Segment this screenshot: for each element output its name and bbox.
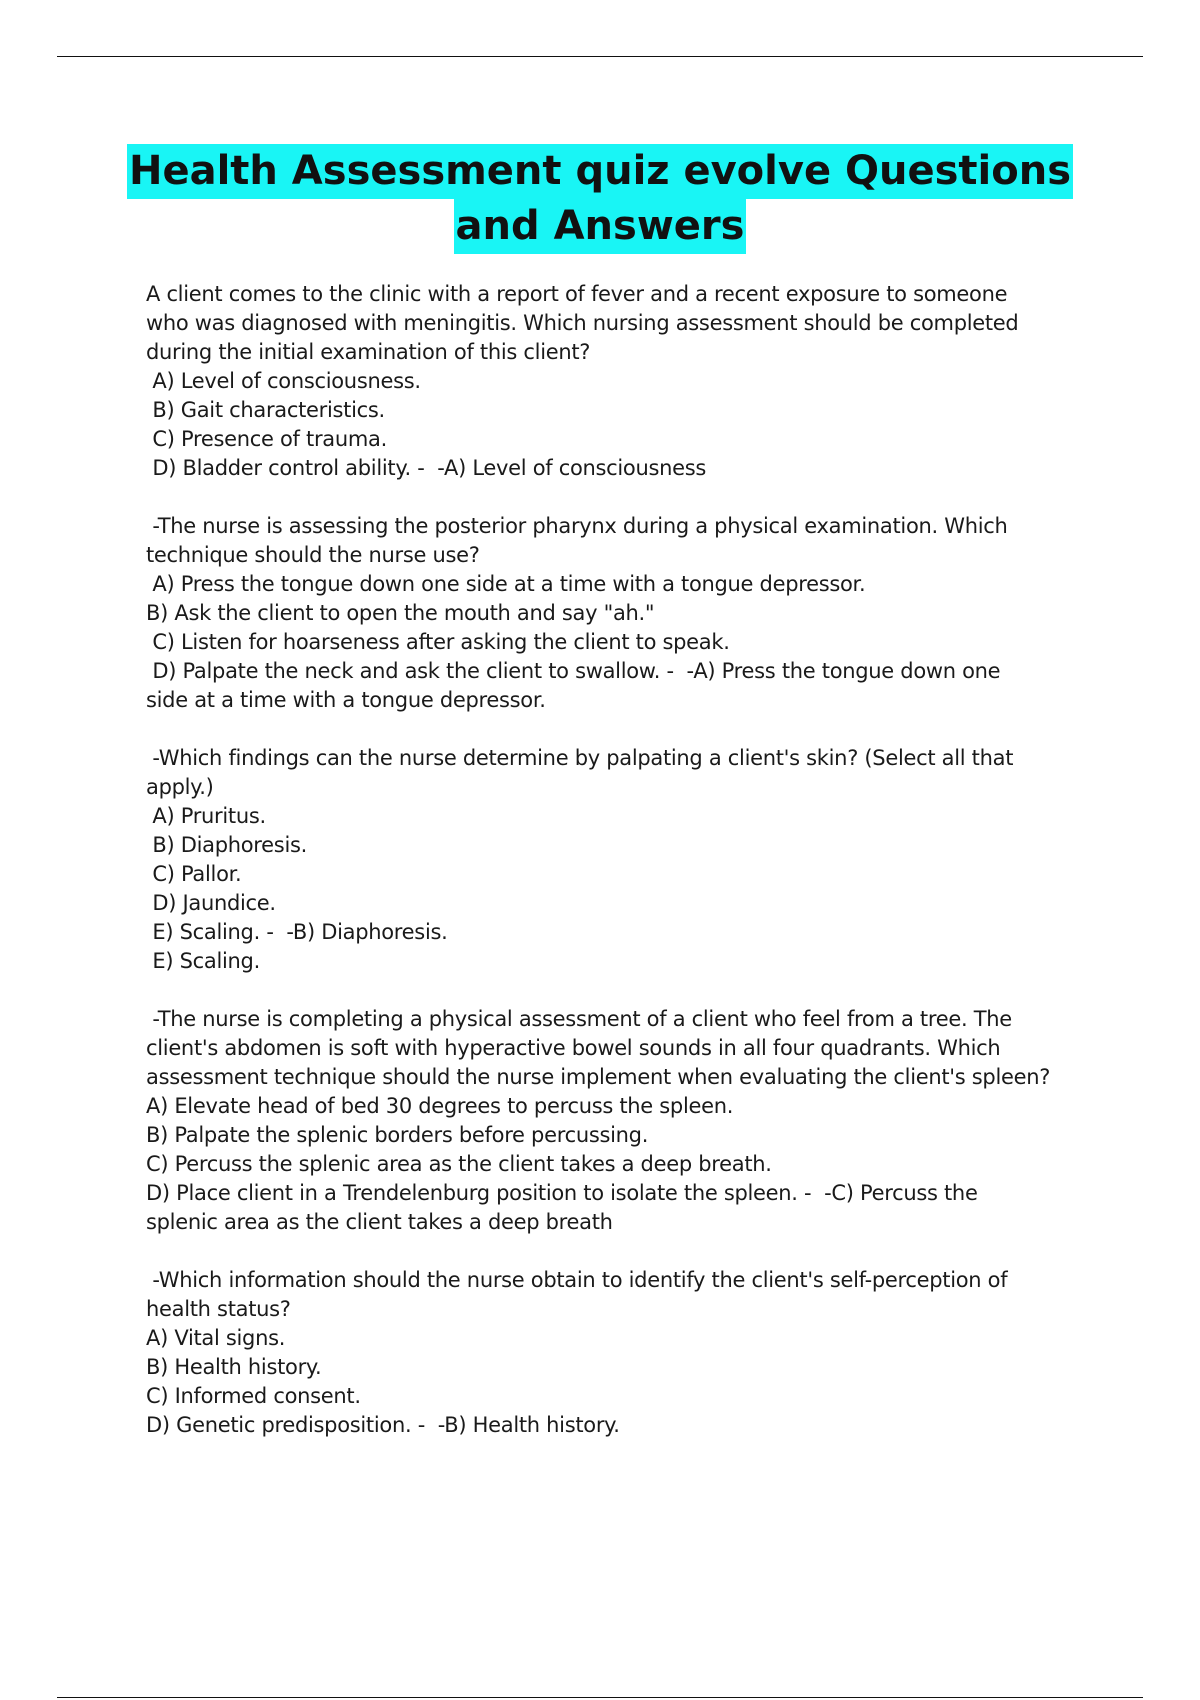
answer-option: D) Genetic predisposition. - -B) Health history. [146,1413,620,1437]
question-text: -The nurse is completing a physical assessment of a client who feel from a tree. The [146,1007,1012,1031]
answer-option: B) Gait characteristics. [146,398,385,422]
title-line-2: and Answers [454,199,747,254]
question-text: assessment technique should the nurse implement when evaluating the client's spleen? [146,1065,1051,1089]
top-rule [57,56,1143,57]
answer-option: C) Percuss the splenic area as the client takes a deep breath. [146,1152,772,1176]
question-text: client's abdomen is soft with hyperactive bowel sounds in all four quadrants. Which [146,1036,1001,1060]
question-text: A client comes to the clinic with a report of fever and a recent exposure to someone [146,282,1008,306]
answer-option: D) Place client in a Trendelenburg position to isolate the spleen. - -C) Percuss the [146,1181,978,1205]
question-list [146,280,1096,1469]
question-text: who was diagnosed with meningitis. Which nursing assessment should be completed [146,311,1019,335]
answer-option: A) Level of consciousness. [146,369,421,393]
answer-option: A) Elevate head of bed 30 degrees to percuss the spleen. [146,1094,734,1118]
question-block-4 [146,1005,1096,1237]
answer-option: B) Diaphoresis. [146,833,307,857]
question-block-2 [146,512,1096,715]
answer-option: D) Bladder control ability. - -A) Level of consciousness [146,456,707,480]
answer-option: C) Listen for hoarseness after asking the client to speak. [146,630,730,654]
answer-option: side at a time with a tongue depressor. [146,688,546,712]
question-block-5 [146,1266,1096,1440]
question-text: -Which information should the nurse obtain to identify the client's self-perception of [146,1268,1008,1292]
answer-option: B) Palpate the splenic borders before percussing. [146,1123,649,1147]
question-text: health status? [146,1297,291,1321]
page-title [60,144,1140,254]
answer-option: A) Pruritus. [146,804,266,828]
bottom-rule [57,1697,1143,1698]
question-text: -The nurse is assessing the posterior pharynx during a physical examination. Which [146,514,1008,538]
question-text: during the initial examination of this client? [146,340,591,364]
question-text: apply.) [146,775,214,799]
answer-option: E) Scaling. - -B) Diaphoresis. [146,920,448,944]
question-text: -Which findings can the nurse determine by palpating a client's skin? (Select all that [146,746,1014,770]
answer-option: E) Scaling. [146,949,260,973]
question-block-1 [146,280,1096,483]
answer-option: D) Jaundice. [146,891,276,915]
answer-option: C) Pallor. [146,862,242,886]
answer-option: B) Ask the client to open the mouth and say "ah." [146,601,655,625]
title-line-1: Health Assessment quiz evolve Questions [127,144,1073,199]
answer-option: A) Press the tongue down one side at a time with a tongue depressor. [146,572,866,596]
answer-option: C) Informed consent. [146,1384,361,1408]
question-block-3 [146,744,1096,976]
answer-option: D) Palpate the neck and ask the client to swallow. - -A) Press the tongue down one [146,659,1001,683]
answer-option: C) Presence of trauma. [146,427,387,451]
question-text: technique should the nurse use? [146,543,480,567]
answer-option: B) Health history. [146,1355,322,1379]
answer-option: splenic area as the client takes a deep breath [146,1210,613,1234]
answer-option: A) Vital signs. [146,1326,286,1350]
